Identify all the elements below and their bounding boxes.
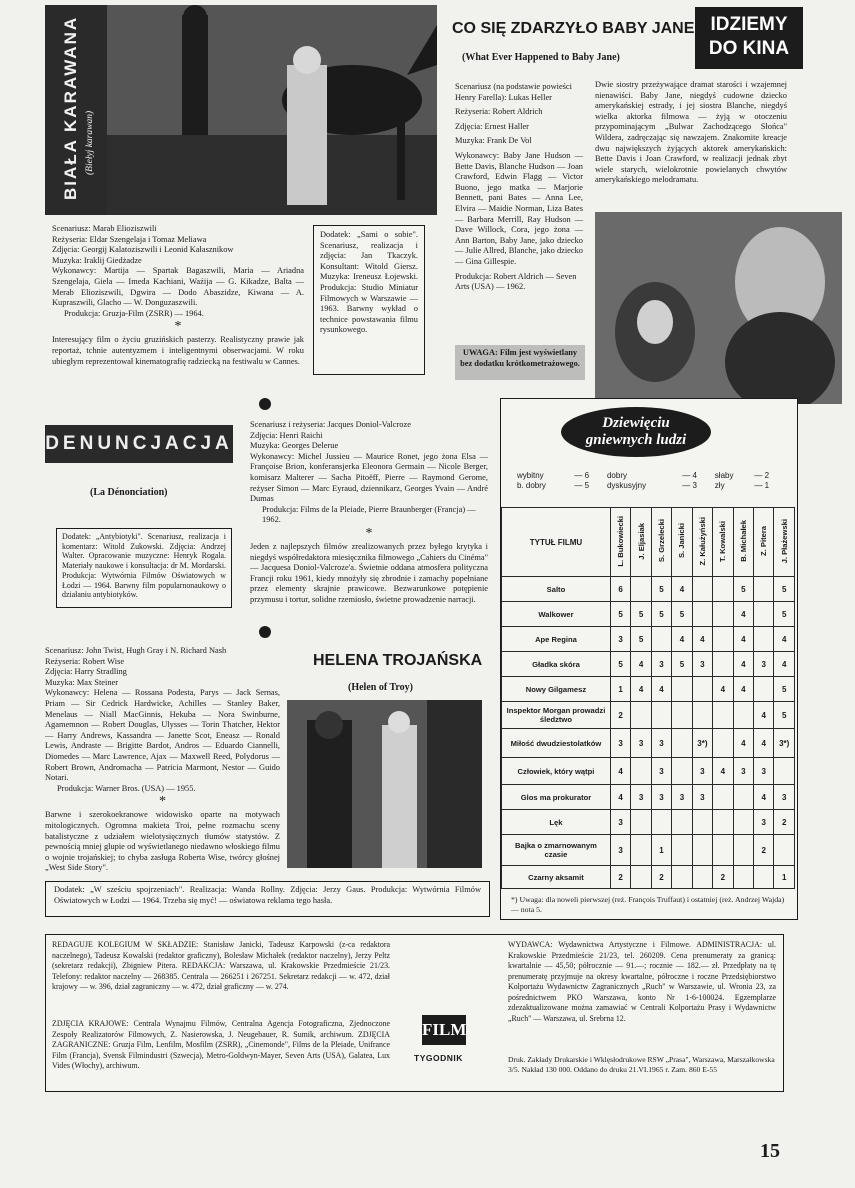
ratings-score-cell: 3 [754, 652, 774, 677]
ratings-score-cell [713, 835, 733, 866]
ratings-score-cell: 5 [651, 602, 671, 627]
ratings-critic-name: S. Grzelecki [657, 519, 666, 563]
ratings-film-title: Człowiek, który wątpi [502, 758, 611, 785]
ratings-score-cell [651, 810, 671, 835]
helena-credit-line: Zdjęcia: Harry Stradling [45, 667, 127, 677]
ratings-legend-cell: słaby [714, 471, 734, 480]
ratings-score-cell: 3 [651, 652, 671, 677]
helena-credits [45, 646, 280, 874]
ratings-score-cell: 4 [631, 677, 651, 702]
ratings-row [502, 577, 795, 602]
baby-original-title: (What Ever Happened to Baby Jane) [462, 52, 620, 63]
denuncjacja-review: Jeden z najlepszych filmów zrealizowanych przez byłego krytyka i niegdyś współredaktora miesięcznika filmowego „Cahiers du Cinéma" — Jacquesa Doniol-Valcroze'a. Świetnie oddana atmosfera polityczna Francji roku 1961, kiedy mnożyły się zbrodnie i zamachy popełniane przez elementy skrajnie prawicowe. Bezwarunkowe potępienie przymusu i tortur, solidne rzemiosło, świetne prowadzenie narracji. [250, 541, 488, 604]
ratings-score-cell [672, 702, 692, 729]
helena-title: HELENA TROJAŃSKA [313, 652, 483, 669]
ratings-score-cell: 3 [651, 758, 671, 785]
ratings-legend-cell: — 5 [574, 481, 590, 490]
ratings-score-cell: 4 [774, 627, 795, 652]
ratings-score-cell: 4 [610, 758, 630, 785]
helena-credit-line: Muzyka: Max Steiner [45, 677, 119, 687]
ratings-film-title: Salto [502, 577, 611, 602]
ratings-score-cell: 4 [672, 577, 692, 602]
ratings-score-cell: 3 [692, 758, 713, 785]
ratings-score-cell: 4 [733, 729, 753, 758]
ratings-critic-name: S. Janicki [677, 523, 687, 559]
ratings-row [502, 677, 795, 702]
ratings-critic-name: Z. Kałużyński [697, 516, 707, 566]
dodatek-sami-o-sobie-text: Dodatek: „Sami o sobie". Scenariusz, realizacja i zdjęcia: Jan Tkaczyk. Konsultant: Witold Giersz. Muzyka: Ireneusz Łojewski. Produkcja: Studio Miniatur Filmowych w Warszawie — 1963. Barwny wykład o technice powstawania filmu rysunkowego. [320, 230, 418, 335]
ratings-film-title: Bajka o zmarnowanym czasie [502, 835, 611, 866]
ratings-score-cell [713, 577, 733, 602]
ratings-score-cell [774, 758, 795, 785]
ratings-score-cell: 4 [692, 627, 713, 652]
baby-credit-line: Reżyseria: Robert Aldrich [455, 107, 543, 117]
helena-dot [259, 626, 271, 638]
ratings-score-cell: 5 [733, 577, 753, 602]
ratings-score-cell: 2 [610, 702, 630, 729]
ratings-critic-name: J. Płażewski [779, 518, 789, 564]
baby-uwaga-box [455, 345, 585, 380]
ratings-score-cell: 5 [610, 602, 630, 627]
ratings-row [502, 866, 795, 889]
ratings-row [502, 602, 795, 627]
ratings-score-cell [672, 835, 692, 866]
ratings-score-cell: 4 [610, 785, 630, 810]
ratings-score-cell: 3 [651, 785, 671, 810]
ratings-score-cell: 3 [651, 729, 671, 758]
ratings-score-cell [672, 866, 692, 889]
ratings-score-cell [733, 810, 753, 835]
ratings-critic-name: J. Eljasiak [636, 522, 646, 560]
biala-title: BIAŁA KARAWANA [61, 15, 80, 200]
ratings-score-cell: 3 [692, 785, 713, 810]
ratings-score-cell [713, 627, 733, 652]
colophon-wydawca: WYDAWCA: Wydawnictwa Artystyczne i Filmowe. ADMINISTRACJA: ul. Krakowskie Przedmieście 21/23, tel. 260209. Cena prenumeraty za granicą: kwartalnie — 45,50; półrocznie — 91.—; rocznie — 182.— zł. Przedpłaty na tę prenumeratę przyjmuje na okresy kwartalne, półroczne i roczne Przedsiębiorstwo Kolportażu Wydawnictw Zagranicznych „Ruch" w Warszawie, ul. Wronia 23, za pośrednictwem PKO Warszawa, konto Nr 1-6-100024. Egzemplarze zdezaktualizowane można zamawiać w Centrali Kolportażu Prasy i Wydawnictw „Ruch" — Warszawa, ul. Srebrna 12. [508, 940, 776, 1023]
ratings-score-cell [713, 702, 733, 729]
ratings-score-cell [672, 677, 692, 702]
film-logo-text: FILM [422, 1020, 467, 1039]
ratings-legend-cell: — 1 [754, 481, 770, 490]
ratings-legend-cell: b. dobry [517, 481, 546, 490]
ratings-score-cell: 4 [754, 785, 774, 810]
ratings-score-cell: 2 [610, 866, 630, 889]
helena-still-image [287, 700, 482, 868]
ratings-score-cell: 4 [733, 652, 753, 677]
ratings-title-line2: gniewnych ludzi [585, 432, 687, 448]
dodatek-sami-o-sobie-box [313, 225, 425, 375]
biala-credit-line: Scenariusz: Marab Elioziszwili [52, 224, 157, 233]
denuncjacja-dot [259, 398, 271, 410]
helena-credit-line: Wykonawcy: Helena — Rossana Podesta, Parys — Jack Sernas, Priam — Sir Cedrick Hardwicke, Achilles — Stanley Baker, Menelaus — Niall MacGinnis, Hekuba — Nora Swinburne, Agamemnon — Robert Douglas, Ulysses — Torin Thatcher, Hektor — Harry Andrews, Kassandra — Janette Scot, Eneasz — Ronald Lewis, Andraste — Brigitte Bardot, Andros — Eduardo Ciannelli, Diomedes — Marc Lawrence, Ajax — Maxwell Reed, Polydorus — Robert Brown, Andromacha — Patricia Marmont, Nestor — Guido Notari. [45, 688, 280, 783]
colophon-druk: Druk. Zakłady Drukarskie i Wklęsłodrukowe RSW „Prasa", Warszawa, Marszałkowska 3/5. Nakład 130 000. Oddano do druku 21.VI.1965 r. Zam. 860 E-55 [508, 1055, 775, 1074]
ratings-score-cell: 5 [774, 677, 795, 702]
ratings-score-cell: 2 [754, 835, 774, 866]
denuncjacja-credit-line: Scenariusz i reżyseria: Jacques Doniol-Valcroze [250, 420, 411, 429]
ratings-score-cell [692, 702, 713, 729]
baby-credit-line: Zdjęcia: Ernest Haller [455, 121, 529, 131]
baby-credit-line: Muzyka: Frank De Vol [455, 136, 532, 146]
baby-jane-still-image [595, 212, 842, 404]
ratings-title-header: TYTUŁ FILMU [502, 508, 611, 577]
ratings-row [502, 652, 795, 677]
ratings-note: *) Uwaga: dla noweli pierwszej (reż. François Truffaut) i ostatniej (reż. Andrzej Wajda) — nota 5. [511, 895, 785, 914]
ratings-score-cell: 4 [651, 677, 671, 702]
ratings-score-cell: 4 [754, 729, 774, 758]
colophon-box [45, 934, 784, 1092]
ratings-critic-name: B. Michałek [738, 520, 748, 562]
ratings-critic-header [651, 508, 671, 577]
biala-credit-line: Zdjęcia: Georgij Kalatoziszwili i Leonid Kałasznikow [52, 245, 234, 255]
ratings-critic-header [631, 508, 651, 577]
ratings-score-cell: 4 [713, 677, 733, 702]
ratings-score-cell: 3 [610, 810, 630, 835]
ratings-score-cell: 1 [610, 677, 630, 702]
ratings-table [501, 507, 795, 889]
ratings-row [502, 785, 795, 810]
helena-star: * [159, 794, 166, 810]
ratings-score-cell: 3 [672, 785, 692, 810]
colophon-zdjecia: ZDJĘCIA KRAJOWE: Centrala Wynajmu Filmów, Centralna Agencja Fotograficzna, Zjednoczone Zespoły Realizatorów Filmowych, Z. Nasierowska, J. Neugebauer, R. Sumik, archiwum. ZDJĘCIA ZAGRANICZNE: Gruzja Film, Lenfilm, Mosfilm (ZSRR), „Cinemonde", Films de la Pleiade, Unifrance Film (Francja), Svensk Filmindustri (Szwecja), Metro-Goldwyn-Mayer, Seven Arts (USA), Galatea, Lux Vides (Włochy), archiwum. [52, 1019, 390, 1070]
ratings-score-cell [692, 677, 713, 702]
helena-credit-line: Produkcja: Warner Bros. (USA) — 1955. [57, 783, 196, 793]
ratings-film-title: Walkower [502, 602, 611, 627]
denuncjacja-credit-line: Wykonawcy: Michel Jussieu — Maurice Ronet, jego żona Elsa — Françoise Brion, konferansjerka Eleonora Germain — Nicole Berger, komisarz Malterer — Sacha Pitoëff, Pierre — Raymond Gerome, reżyser Simon — Marc Eyraud, dziennikarz, Georges Yvain — André Dumas [250, 451, 488, 504]
ratings-row [502, 627, 795, 652]
baby-credits [455, 82, 583, 293]
ratings-score-cell: 4 [672, 627, 692, 652]
ratings-score-cell [631, 835, 651, 866]
ratings-score-cell [754, 677, 774, 702]
ratings-critic-header [733, 508, 753, 577]
denuncjacja-header-panel [45, 425, 233, 463]
ratings-score-cell [692, 810, 713, 835]
ratings-score-cell: 3 [754, 758, 774, 785]
ratings-score-cell [692, 577, 713, 602]
film-logo [422, 1015, 466, 1045]
ratings-legend-cell: — 6 [574, 471, 590, 480]
ratings-row [502, 758, 795, 785]
ratings-score-cell [672, 729, 692, 758]
baby-jane-still-photo [595, 212, 842, 404]
ratings-score-cell [713, 652, 733, 677]
ratings-score-cell: 4 [774, 652, 795, 677]
biala-credit-line: Reżyseria: Eldar Szengelaja i Tomaz Meliawa [52, 234, 207, 244]
ratings-row [502, 729, 795, 758]
ratings-film-title: Gładka skóra [502, 652, 611, 677]
ratings-critic-name: T. Kowalski [718, 520, 728, 562]
ratings-score-cell [733, 835, 753, 866]
ratings-score-cell: 4 [754, 702, 774, 729]
denuncjacja-title: DENUNCJACJA [45, 433, 233, 454]
ratings-critic-header [774, 508, 795, 577]
ratings-score-cell [713, 729, 733, 758]
idziemy-do-kina-label: IDZIEMY DO KINA [708, 14, 790, 59]
baby-credit-line: Wykonawcy: Baby Jane Hudson — Bette Davis, Blanche Hudson — Joan Crawford, Edwin Flagg — Victor Buono, jego matka — Marjorie Bennett, pani Bates — Anna Lee, Elvira — Maidie Norman, Liza Bates — Barbara Merrill, Ray Hudson — Dave Willock, Cora, jego żona — Ann Barton, Baby Jane, jako dziecko — Julie Allred, Blanche, jako dziecko — Gina Gillespie. [455, 150, 583, 266]
ratings-legend-cell: dyskusyjny [606, 481, 647, 490]
biala-review: Interesujący film o życiu gruzińskich pasterzy. Realistyczny prawie jak reportaż, tchnie autentyzmem i inteligentnymi obserwacjami. W roku ubiegłym reprezentował kinematografię radziecką na festiwalu w Cannes. [52, 335, 304, 366]
ratings-score-cell: 5 [651, 577, 671, 602]
ratings-score-cell: 5 [631, 602, 651, 627]
ratings-score-cell [754, 602, 774, 627]
denuncjacja-original-title: (La Dénonciation) [90, 487, 168, 498]
ratings-film-title: Inspektor Morgan prowadzi śledztwo [502, 702, 611, 729]
denuncjacja-credit-line: Zdjęcia: Henri Raichi [250, 430, 323, 440]
biala-still-image [107, 5, 437, 215]
helena-still-photo [287, 700, 482, 868]
ratings-critic-header [610, 508, 630, 577]
ratings-score-cell [733, 702, 753, 729]
ratings-title-oval [561, 407, 711, 457]
ratings-score-cell: 4 [631, 652, 651, 677]
baby-title: CO SIĘ ZDARZYŁO BABY JANE [452, 20, 695, 37]
ratings-score-cell [733, 866, 753, 889]
baby-review: Dwie siostry przeżywające dramat starości i wzajemnej nienawiści. Baby Jane, niegdyś cudowne dziecko amerykańskiej estrady, i jej siostra Blanche, niegdyś wielka aktorka filmowa — żyją w otoczeniu przypominającym „Bulwar Zachodzącego Słońca" Wildera, zadręczając się nawzajem. Znakomite kreacje dwu największych żyjących aktorek amerykańskich: Bette Davis i Joan Crawford, w realizacji jednak zbyt wiele starych, wielokrotnie powielanych chwytów amerykańskiego melodramatu. [595, 80, 787, 185]
ratings-score-cell [631, 758, 651, 785]
ratings-row [502, 835, 795, 866]
biala-original-title: (Biełyj karawan) [85, 110, 95, 175]
ratings-panel [500, 398, 798, 920]
ratings-score-cell: 3 [610, 835, 630, 866]
ratings-score-cell: 5 [774, 577, 795, 602]
ratings-score-cell: 3*) [692, 729, 713, 758]
ratings-score-cell [692, 835, 713, 866]
ratings-critic-header [672, 508, 692, 577]
biala-credit-line: Muzyka: Iraklij Giedżadze [52, 255, 142, 265]
dodatek-w-szesciu-text: Dodatek: „W sześciu spojrzeniach". Realizacja: Wanda Rollny. Zdjęcia: Jerzy Gaus. Produkcja: Wytwórnia Filmów Oświatowych w Łodzi — 1964. Trzeba się myć! — oświatowa reklama tego hasła. [54, 885, 481, 905]
ratings-score-cell: 3 [610, 627, 630, 652]
helena-original-title: (Helen of Troy) [348, 682, 413, 693]
ratings-header-row [502, 508, 795, 577]
ratings-score-cell: 3 [631, 729, 651, 758]
ratings-score-cell: 1 [651, 835, 671, 866]
ratings-score-cell: 3 [774, 785, 795, 810]
ratings-legend [515, 471, 785, 491]
ratings-score-cell [692, 866, 713, 889]
ratings-score-cell [733, 785, 753, 810]
dodatek-antybiotyki-text: Dodatek: „Antybiotyki". Scenariusz, realizacja i komentarz: Witold Zukowski. Zdjęcia: Andrzej Walter. Opracowanie muzyczne: Henryk Rogala. Materiały naukowe i konsultacja: dr M. Mordarski. Produkcja: Wytwórnia Filmów Oświatowych w Łodzi — 1964. Barwny film popularnonaukowy o działaniu antybiotyków. [62, 532, 226, 600]
ratings-score-cell [754, 866, 774, 889]
ratings-score-cell [631, 810, 651, 835]
ratings-film-title: Czarny aksamit [502, 866, 611, 889]
biala-star: * [174, 319, 182, 335]
page-number: 15 [760, 1140, 780, 1162]
ratings-score-cell: 4 [713, 758, 733, 785]
denuncjacja-star: * [365, 525, 373, 541]
ratings-score-cell: 3 [754, 810, 774, 835]
biala-header-panel [45, 5, 107, 215]
ratings-score-cell [713, 785, 733, 810]
ratings-score-cell: 5 [672, 652, 692, 677]
ratings-score-cell: 2 [774, 810, 795, 835]
ratings-score-cell: 5 [774, 702, 795, 729]
ratings-score-cell: 6 [610, 577, 630, 602]
ratings-score-cell [672, 758, 692, 785]
denuncjacja-credit-line: Muzyka: Georges Delerue [250, 441, 339, 451]
ratings-score-cell: 3 [692, 652, 713, 677]
ratings-score-cell [692, 602, 713, 627]
ratings-film-title: Ape Regina [502, 627, 611, 652]
ratings-film-title: Glos ma prokurator [502, 785, 611, 810]
denuncjacja-credit-line: Produkcja: Films de la Pleiade, Pierre Braunberger (Francja) — 1962. [262, 504, 476, 525]
ratings-row [502, 702, 795, 729]
ratings-legend-cell: — 3 [682, 481, 697, 490]
ratings-legend-row [515, 481, 785, 491]
ratings-legend-cell: wybitny [517, 471, 544, 480]
ratings-score-cell [651, 627, 671, 652]
ratings-score-cell: 4 [733, 627, 753, 652]
denuncjacja-credits [250, 420, 488, 606]
ratings-score-cell: 5 [774, 602, 795, 627]
ratings-score-cell [754, 577, 774, 602]
ratings-legend-cell: — 4 [682, 471, 697, 480]
ratings-score-cell: 5 [610, 652, 630, 677]
ratings-legend-cell: — 2 [754, 471, 770, 480]
ratings-score-cell: 5 [631, 627, 651, 652]
helena-review: Barwne i szerokoekranowe widowisko oparte na motywach mitologicznych. Ogromna makieta Troi, pełne rozmachu sceny batalistyczne z udziałem wielotysięcznych tłumów statystów. Z pewnością mniej glupie od wyświetlanego niedawno włoskiego filmu o wojnie trojańskiej; to chyba zasługa Roberta Wise, twórcy głośnej „West Side Story". [45, 810, 280, 873]
ratings-score-cell: 3 [733, 758, 753, 785]
biala-still-photo [107, 5, 437, 215]
ratings-score-cell: 2 [713, 866, 733, 889]
ratings-score-cell [754, 627, 774, 652]
ratings-row [502, 810, 795, 835]
ratings-score-cell [631, 577, 651, 602]
biala-credit-line: Wykonawcy: Martija — Spartak Bagaszwili, Maria — Ariadna Szengelaja, Giela — Imeda Kachiani, Waźija — G. Kikadze, Balta — Merab Elioziszwili, Dgwira — Dodo Abaszidze, Kiwana — A. Kupraszwili, Glacho — W. Donguzaszwili. [52, 266, 304, 308]
ratings-critic-name: Z. Pitera [759, 526, 769, 556]
idziemy-do-kina-badge [695, 7, 803, 69]
ratings-film-title: Lęk [502, 810, 611, 835]
ratings-critic-header [713, 508, 733, 577]
ratings-score-cell: 2 [651, 866, 671, 889]
ratings-legend-row [515, 471, 785, 481]
dodatek-antybiotyki-box [56, 528, 232, 608]
ratings-score-cell: 3*) [774, 729, 795, 758]
ratings-score-cell: 1 [774, 866, 795, 889]
ratings-score-cell: 4 [733, 602, 753, 627]
ratings-score-cell [713, 602, 733, 627]
baby-credit-line: Scenariusz (na podstawie powieści Henry Farella): Lukas Heller [455, 82, 572, 102]
ratings-score-cell [631, 702, 651, 729]
baby-credit-line: Produkcja: Robert Aldrich — Seven Arts (USA) — 1962. [455, 271, 577, 292]
ratings-score-cell [631, 866, 651, 889]
ratings-score-cell: 5 [672, 602, 692, 627]
ratings-legend-cell: zły [714, 481, 725, 490]
ratings-score-cell [713, 810, 733, 835]
biala-credit-line: Produkcja: Gruzja-Film (ZSRR) — 1964. [64, 308, 204, 318]
ratings-score-cell: 4 [733, 677, 753, 702]
ratings-score-cell [774, 835, 795, 866]
ratings-score-cell [672, 810, 692, 835]
helena-credit-line: Scenariusz: John Twist, Hugh Gray i N. Richard Nash [45, 646, 227, 655]
helena-credit-line: Reżyseria: Robert Wise [45, 656, 125, 666]
colophon-redakcja: REDAGUJE KOLEGIUM W SKŁADZIE: Stanisław Janicki, Tadeusz Karpowski (z-ca redaktora naczelnego), Tadeusz Kowalski (redaktor graficzny), Bolesław Michałek (redaktor naczelny), Jerzy Peltz (sekretarz redakcji), Zbigniew Pitera. REDAKCJA: Warszawa, ul. Krakowskie Przedmieście 21/23. Telefony: redaktor naczelny — 268385. Centrala — 266251 i 267251. Sekretarz redakcji — w. 472, dział krajowy — w. 396, dział zagraniczny — w. 472, dział graficzny — w. 274. [52, 940, 390, 991]
ratings-title-line1: Dziewięciu [602, 415, 670, 431]
ratings-film-title: Miłość dwudziestolatków [502, 729, 611, 758]
tygodnik-label: TYGODNIK [414, 1053, 463, 1063]
ratings-film-title: Nowy Gilgamesz [502, 677, 611, 702]
ratings-critic-name: L. Bukowiecki [616, 515, 626, 567]
biala-credits [52, 224, 304, 367]
ratings-score-cell [651, 702, 671, 729]
ratings-score-cell: 3 [631, 785, 651, 810]
ratings-critic-header [754, 508, 774, 577]
ratings-score-cell: 3 [610, 729, 630, 758]
ratings-critic-header [692, 508, 713, 577]
baby-uwaga-text: UWAGA: Film jest wyświetlany bez dodatku krótkometrażowego. [460, 348, 580, 368]
ratings-legend-cell: dobry [606, 471, 627, 480]
dodatek-w-szesciu-box [45, 881, 490, 917]
